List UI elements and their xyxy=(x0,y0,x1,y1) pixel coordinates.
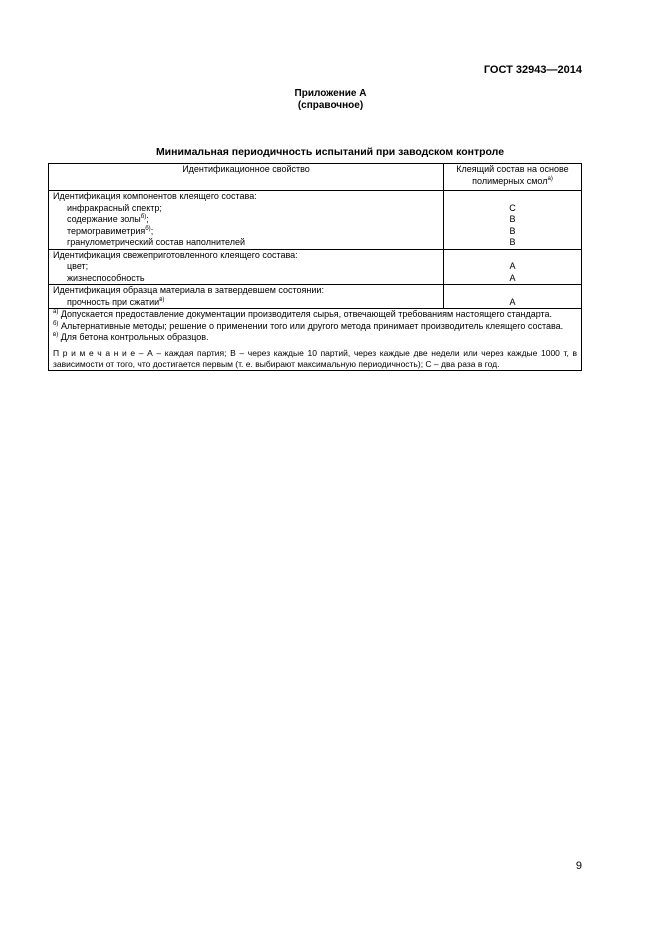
item-label xyxy=(53,214,439,226)
footnote xyxy=(53,309,577,321)
group-heading: Идентификация компонентов клеящего состава: xyxy=(53,191,257,201)
table-header-row xyxy=(49,164,582,191)
group-values-fresh xyxy=(444,249,582,285)
table-footnotes-row xyxy=(49,309,582,371)
page-number: 9 xyxy=(575,860,582,872)
footnote-mark: б) xyxy=(140,214,147,220)
footnote xyxy=(53,332,577,344)
item-label: инфракрасный спектр; xyxy=(67,202,162,213)
table-note: П р и м е ч а н и е – А – каждая партия; В – через каждые 10 партий, через каждые две недели или через каждые 1000 т, в зависимости от того, что достигается первым (т. е. выбирают максимальную периодичность); С – два раза в год. xyxy=(53,347,577,369)
item-label-text: содержание золы xyxy=(67,214,141,224)
footnote-text: Альтернативные методы; решение о применении того или другого метода принимает производитель клеящего состава. xyxy=(58,320,564,331)
item-label-text: термогравиметрия xyxy=(67,225,146,236)
item-value: А xyxy=(509,272,516,283)
item-label-text: прочность при сжатии xyxy=(67,296,160,307)
item-label-suffix: ; xyxy=(150,225,154,236)
footnote-text: Допускается предоставление документации производителя сырья, отвечающей требованиям настоящего стандарта. xyxy=(58,309,553,319)
footnote-mark: в) xyxy=(159,296,165,303)
col2-header-mark: а) xyxy=(547,175,553,182)
item-label: цвет; xyxy=(67,261,89,271)
col1-header: Идентификационное свойство xyxy=(49,164,444,191)
group-values-components xyxy=(444,191,582,250)
footnotes-cell xyxy=(49,309,582,371)
table-row xyxy=(49,249,582,285)
item-value: С xyxy=(509,202,516,213)
footnote-mark: в) xyxy=(53,332,59,338)
footnote-mark: б) xyxy=(53,320,59,327)
col2-header xyxy=(444,164,582,191)
item-label xyxy=(53,226,439,238)
periodicity-table xyxy=(48,163,582,371)
footnote-mark: а) xyxy=(53,309,59,315)
group-heading: Идентификация свежеприготовленного клеящего состава: xyxy=(53,249,298,260)
item-value: В xyxy=(509,214,516,224)
table-title: Минимальная периодичность испытаний при заводском контроле xyxy=(155,146,505,158)
group-cell-fresh xyxy=(49,249,444,285)
item-value: А xyxy=(509,261,516,271)
table-row xyxy=(49,191,582,250)
group-cell-components xyxy=(49,191,444,250)
standard-code: ГОСТ 32943—2014 xyxy=(483,64,582,76)
footnote xyxy=(53,321,577,333)
item-label: гранулометрический состав наполнителей xyxy=(67,237,245,247)
group-heading: Идентификация образца материала в затвердевшем состоянии: xyxy=(53,285,324,295)
item-value: В xyxy=(509,237,516,247)
annex-heading xyxy=(0,88,661,112)
item-value: А xyxy=(509,296,516,307)
group-values-hardened xyxy=(444,285,582,309)
footnote-text: Для бетона контрольных образцов. xyxy=(58,332,209,342)
col2-header-text: Клеящий состав на основе полимерных смол xyxy=(456,164,569,186)
item-label: жизнеспособность xyxy=(67,272,145,283)
table-row xyxy=(49,285,582,309)
item-value: В xyxy=(509,225,516,236)
group-cell-hardened xyxy=(49,285,444,309)
item-label-suffix: ; xyxy=(146,214,149,224)
annex-subtitle: (справочное) xyxy=(297,100,364,111)
footnote-mark: б) xyxy=(145,225,151,232)
annex-title: Приложение А xyxy=(294,88,367,99)
item-label xyxy=(53,297,439,309)
